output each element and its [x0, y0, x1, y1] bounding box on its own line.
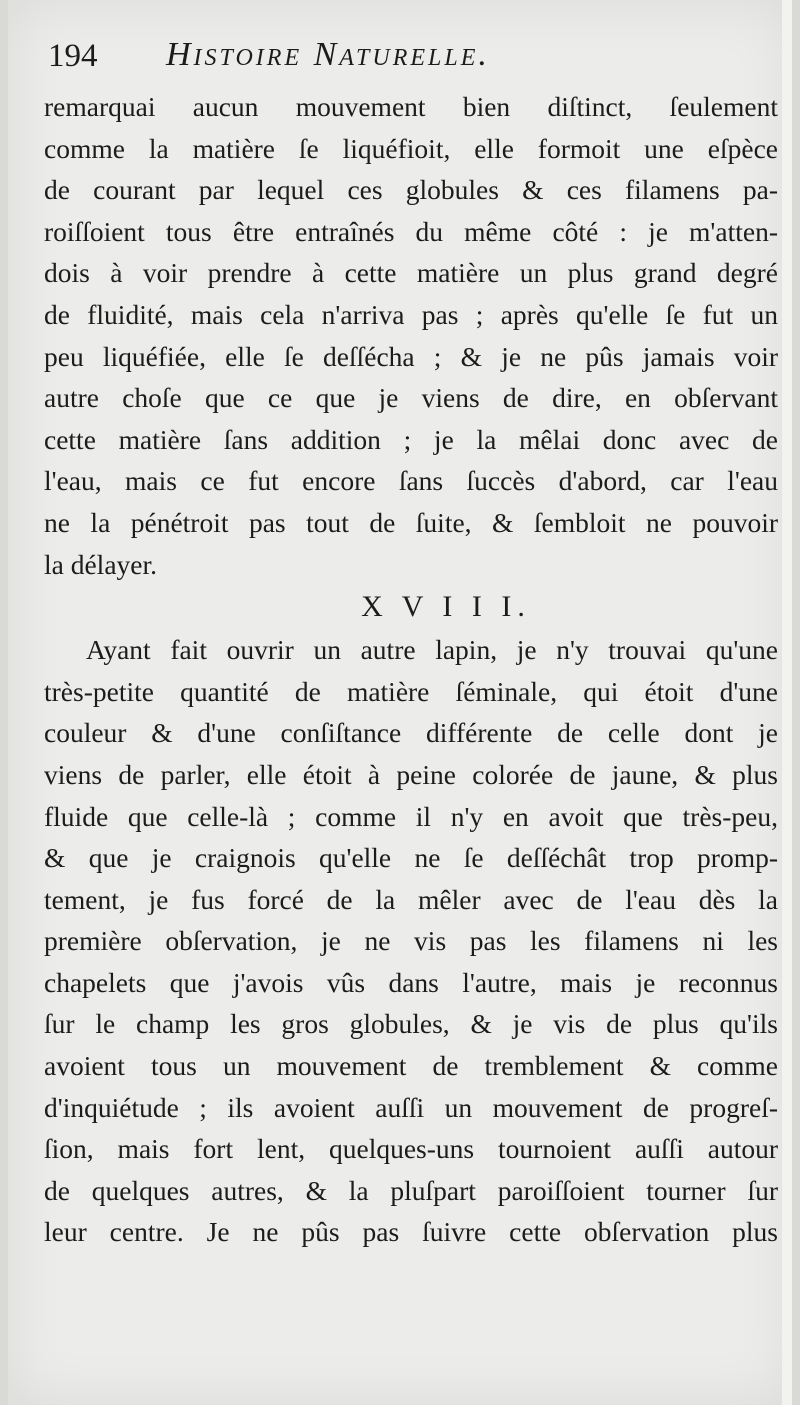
page-edge — [782, 0, 792, 1405]
page-header — [48, 36, 778, 86]
text-line: cette matière ſans addition ; je la mêlai donc avec de — [44, 423, 778, 455]
text-line: la délayer. — [44, 548, 157, 580]
text-line: leur centre. Je ne pûs pas ſuivre cette obſervation plus — [44, 1216, 778, 1248]
running-title: Histoire Naturelle. — [166, 36, 490, 73]
text-line: dois à voir prendre à cette matière un plus grand degré — [44, 257, 778, 289]
text-line: autre choſe que ce que je viens de dire, en obſervant — [44, 382, 778, 414]
page-number: 194 — [48, 38, 98, 74]
text-line: fluide que celle-là ; comme il n'y en avoit que très-peu, — [44, 800, 778, 832]
paragraph-1 — [44, 86, 778, 585]
text-line: d'inquiétude ; ils avoient auſſi un mouvement de progreſ- — [44, 1091, 778, 1123]
text-line: couleur & d'une conſiſtance différente de celle dont je — [44, 717, 778, 749]
paragraph-2 — [44, 629, 778, 1253]
body-text — [44, 86, 778, 1253]
text-line: viens de parler, elle étoit à peine colorée de jaune, & plus — [44, 758, 778, 790]
text-line: ſur le champ les gros globules, & je vis de plus qu'ils — [44, 1008, 778, 1040]
text-line: Ayant fait ouvrir un autre lapin, je n'y trouvai qu'une — [86, 634, 778, 666]
text-line: très-petite quantité de matière ſéminale, qui étoit d'une — [44, 675, 778, 707]
text-line: de quelques autres, & la pluſpart paroiſſoient tourner ſur — [44, 1174, 778, 1206]
book-page — [8, 0, 792, 1405]
section-heading: X V I I I. — [361, 590, 531, 624]
text-line: roiſſoient tous être entraînés du même côté : je m'atten- — [44, 215, 778, 247]
text-line: comme la matière ſe liquéfioit, elle formoit une eſpèce — [44, 132, 778, 164]
text-line: remarquai aucun mouvement bien diſtinct, ſeulement — [44, 91, 778, 122]
text-line: première obſervation, je ne vis pas les filamens ni les — [44, 925, 778, 957]
text-line: & que je craignois qu'elle ne ſe deſſéchât trop promp- — [44, 842, 778, 874]
text-line: de fluidité, mais cela n'arriva pas ; après qu'elle ſe fut un — [44, 298, 778, 330]
text-line: ſion, mais fort lent, quelques-uns tournoient auſſi autour — [44, 1133, 778, 1165]
text-line: chapelets que j'avois vûs dans l'autre, mais je reconnus — [44, 966, 778, 998]
text-line: tement, je fus forcé de la mêler avec de l'eau dès la — [44, 883, 778, 915]
text-line: l'eau, mais ce fut encore ſans ſuccès d'abord, car l'eau — [44, 465, 778, 497]
text-line: de courant par lequel ces globules & ces filamens pa- — [44, 174, 778, 206]
text-line: avoient tous un mouvement de tremblement & comme — [44, 1050, 778, 1082]
text-line: ne la pénétroit pas tout de ſuite, & ſembloit ne pouvoir — [44, 506, 778, 538]
text-line: peu liquéfiée, elle ſe deſſécha ; & je ne pûs jamais voir — [44, 340, 778, 372]
